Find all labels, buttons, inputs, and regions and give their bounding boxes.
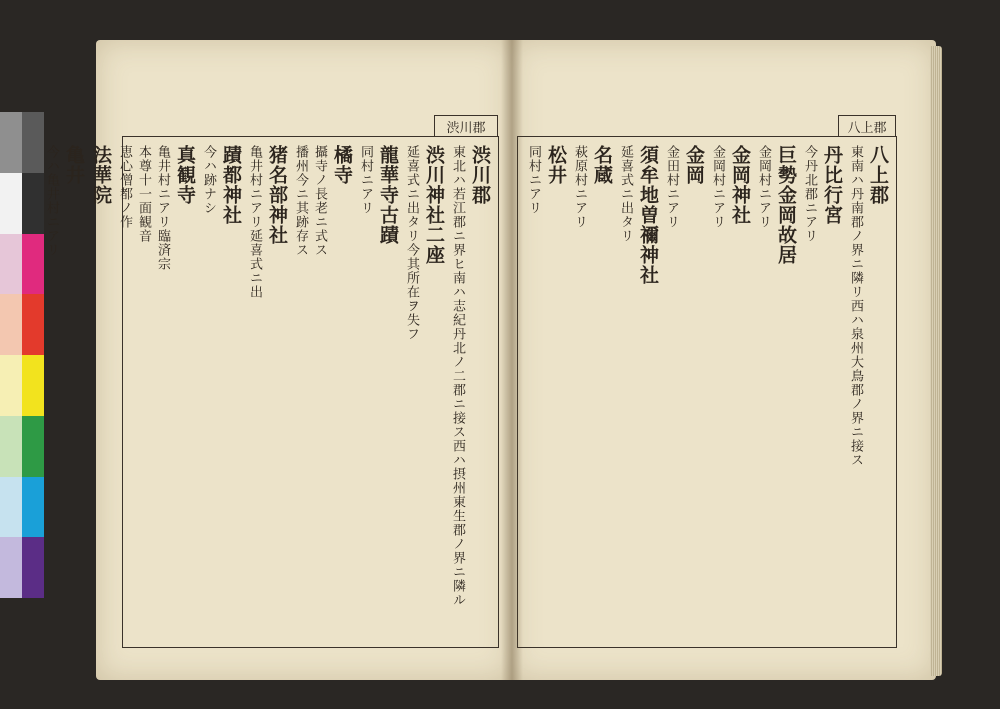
swatch [0, 173, 22, 234]
text-column: 須牟地曽禰神社 [637, 145, 659, 285]
swatch [22, 112, 44, 173]
swatch [22, 294, 44, 355]
swatch-row [0, 294, 44, 355]
text-column: 渋川神社二座 [423, 145, 445, 265]
left-text-columns [44, 145, 492, 639]
text-column: 亀井村ニアリ臨済宗 [155, 145, 170, 271]
color-calibration-bar [0, 112, 44, 598]
swatch [22, 537, 44, 598]
text-column: 丹比行宮 [821, 145, 843, 225]
text-column: 名蔵 [591, 145, 613, 185]
text-column: 亀井村ニアリ延喜式ニ出 [247, 145, 262, 299]
text-column: 金岡村ニアリ [756, 145, 771, 229]
text-column: 法華院 [90, 145, 112, 205]
text-column: 亀井 [63, 145, 85, 185]
text-column: 東南ハ丹南郡ノ界ニ隣リ西ハ泉州大鳥郡ノ界ニ接ス [848, 145, 863, 467]
text-column: 渋川郡 [469, 145, 491, 205]
swatch-row [0, 355, 44, 416]
text-column: 金岡村ニアリ [710, 145, 725, 229]
swatch [22, 234, 44, 295]
left-text-frame [44, 120, 499, 648]
right-text-columns [524, 145, 890, 639]
text-column: 攝寺ノ長老ニ式ス [312, 145, 327, 257]
text-column: 橘寺 [331, 145, 353, 185]
text-column: 八上郡 [867, 145, 889, 205]
swatch-row [0, 416, 44, 477]
text-column: 今ハ跡ナシ [201, 145, 216, 215]
swatch-row [0, 537, 44, 598]
text-column: 同村ニアリ [526, 145, 541, 215]
swatch [22, 477, 44, 538]
swatch-row [0, 112, 44, 173]
text-column: 延喜式ニ出タリ今其所在ヲ失フ [404, 145, 419, 341]
swatch-row [0, 477, 44, 538]
swatch [0, 537, 22, 598]
swatch [0, 294, 22, 355]
swatch-row [0, 173, 44, 234]
text-column: 松井 [545, 145, 567, 185]
text-column: 延喜式ニ出タリ [618, 145, 633, 243]
text-column: 巨勢金岡故居 [775, 145, 797, 265]
text-column: 播州今ニ其跡存ス [293, 145, 308, 257]
swatch [0, 416, 22, 477]
swatch [0, 477, 22, 538]
text-column: 東北ハ若江郡ニ界ヒ南ハ志紀丹北ノ二郡ニ接ス西ハ摂州東生郡ノ界ニ隣ル [450, 145, 465, 607]
right-text-frame [517, 120, 897, 648]
swatch-row [0, 234, 44, 295]
text-column: 今丹北郡ニアリ [802, 145, 817, 243]
text-column: 本尊十一面観音 [136, 145, 151, 243]
text-column: 金田村ニアリ [664, 145, 679, 229]
swatch [0, 234, 22, 295]
text-column: 恵心僧都ノ作 [117, 145, 132, 229]
text-column: 蹟都神社 [220, 145, 242, 225]
right-page [511, 40, 936, 680]
swatch [22, 416, 44, 477]
swatch [22, 173, 44, 234]
text-column: 真観寺 [174, 145, 196, 205]
text-column: 同村ニアリ [358, 145, 373, 215]
text-column: 萩原村ニアリ [572, 145, 587, 229]
book-gutter [501, 40, 523, 680]
text-column: 金岡神社 [729, 145, 751, 225]
left-page-heading: 渋川郡 [434, 115, 498, 136]
swatch [0, 112, 22, 173]
text-column: 龍華寺古蹟 [377, 145, 399, 245]
left-page [44, 40, 511, 680]
text-column: 猪名部神社 [266, 145, 288, 245]
text-column: 今ハ亀井村ニアリ [44, 145, 59, 257]
open-book [44, 36, 936, 684]
right-page-heading: 八上郡 [838, 115, 896, 136]
text-column: 金岡 [683, 145, 705, 185]
page-edge-stack [930, 46, 942, 676]
swatch [22, 355, 44, 416]
swatch [0, 355, 22, 416]
